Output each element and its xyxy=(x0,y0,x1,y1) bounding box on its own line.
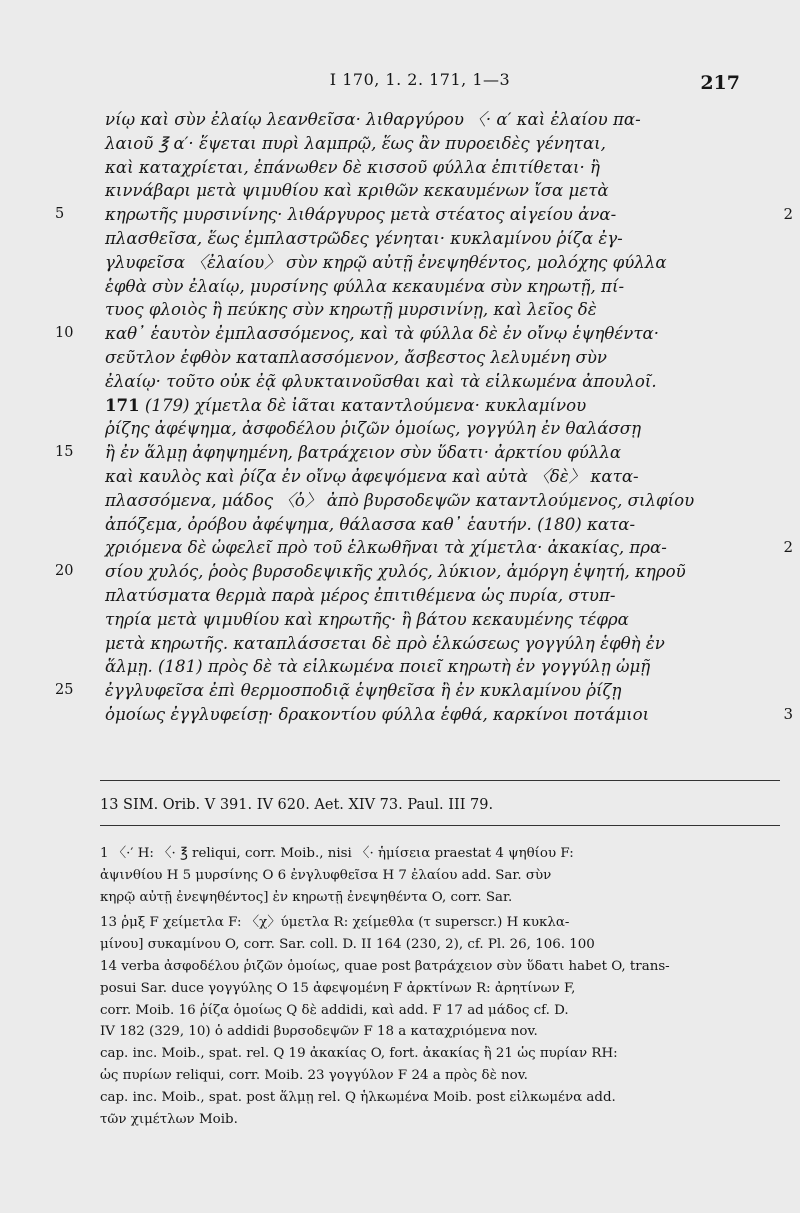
text-line xyxy=(85,536,793,560)
divider-rule xyxy=(100,825,780,826)
running-head: I 170, 1. 2. 171, 1—3 xyxy=(329,70,511,89)
line-content: ἀπόζεμα, ὀρόβου ἀφέψημα, θάλασσα καθ᾽ ἑαυτήν. (180) κατα- xyxy=(105,514,636,534)
line-text xyxy=(105,108,641,132)
main-text xyxy=(55,108,793,727)
line-text xyxy=(105,608,629,632)
line-content: καὶ καταχρίεται, ἐπάνωθεν δὲ κισσοῦ φύλλα ἐπιτίθεται· ἢ xyxy=(105,157,600,177)
text-line xyxy=(85,655,785,679)
page-header xyxy=(100,70,740,94)
testimonia: 13 SIM. Orib. V 391. IV 620. Aet. XIV 73. Paul. III 79. xyxy=(100,797,494,813)
text-line xyxy=(85,632,785,656)
apparatus-line: κηρῷ αὐτῇ ἐνεψηθέντος] ἐν κηρωτῇ ἐνεψηθέντα O, corr. Sar. xyxy=(100,889,513,905)
line-number: 5 xyxy=(55,206,65,223)
text-line xyxy=(85,370,785,394)
line-text xyxy=(105,417,641,441)
text-line xyxy=(55,560,785,584)
apparatus-line: corr. Moib. 16 ῥίζα ὁμοίως Q δὲ addidi, καὶ add. F 17 ad μάδος cf. D. xyxy=(100,1002,569,1018)
apparatus-line: cap. inc. Moib., spat. post ἅλμῃ rel. Q ἡλκωμένα Moib. post εἱλκωμένα add. xyxy=(100,1089,616,1105)
line-content: γλυφεῖσα 〈ἐλαίου〉 σὺν κηρῷ αὐτῇ ἐνεψηθέντος, μολόχης φύλλα xyxy=(105,252,667,272)
line-content: ἢ ἐν ἅλμῃ ἀφηψημένη, βατράχειον σὺν ὕδατι· ἀρκτίου φύλλα xyxy=(105,443,622,463)
apparatus-line: 14 verba ἀσφοδέλου ῥιζῶν ὁμοίως, quae post βατράχειον σὺν ὕδατι habet O, trans- xyxy=(100,958,670,974)
critical-apparatus xyxy=(100,843,790,1130)
line-text xyxy=(105,132,606,156)
line-text xyxy=(105,203,616,227)
line-number: 25 xyxy=(55,682,74,699)
chapter-number: 171 xyxy=(105,394,140,415)
text-line xyxy=(55,203,793,227)
line-text xyxy=(105,584,616,608)
line-number: 15 xyxy=(55,444,74,461)
divider-rule xyxy=(100,780,780,781)
apparatus-line: posui Sar. duce γογγύλης O 15 ἀφεψομένη F ἀρκτίνων R: ἀρητίνων F, xyxy=(100,980,576,996)
line-text xyxy=(105,346,607,370)
line-content: σίου χυλός, ῥοὸς βυρσοδεψικῆς χυλός, λύκιον, ἀμόργη ἑψητή, κηροῦ xyxy=(105,562,686,582)
text-line xyxy=(85,179,785,203)
text-line xyxy=(85,417,785,441)
text-line xyxy=(55,441,785,465)
text-line xyxy=(85,108,785,132)
line-content: τηρία μετὰ ψιμυθίου καὶ κηρωτῆς· ἢ βάτου κεκαυμένης τέφρα xyxy=(105,609,629,629)
line-text xyxy=(105,441,621,465)
text-line xyxy=(85,513,785,537)
apparatus-line: ὡς πυρίων reliqui, corr. Moib. 23 γογγύλον F 24 a πρὸς δὲ nov. xyxy=(100,1067,528,1083)
line-text xyxy=(105,679,621,703)
text-line xyxy=(85,275,785,299)
line-text xyxy=(105,632,665,656)
text-line xyxy=(55,322,785,346)
page-number: 217 xyxy=(700,72,740,94)
line-text xyxy=(105,251,667,275)
line-content: χριόμενα δὲ ὠφελεῖ πρὸ τοῦ ἑλκωθῆναι τὰ χίμετλα· ἀκακίας, πρα- xyxy=(105,538,667,558)
line-text xyxy=(105,322,659,346)
line-content: ῥίζης ἀφέψημα, ἀσφοδέλου ῥιζῶν ὁμοίως, γογγύλη ἐν θαλάσσῃ xyxy=(105,419,642,439)
line-content: λαιοῦ ℥ α′· ἕψεται πυρὶ λαμπρῷ, ἕως ἂν πυροειδὲς γένηται, xyxy=(105,133,606,153)
margin-section-number: 2 xyxy=(783,538,793,557)
line-text xyxy=(105,703,649,727)
text-line xyxy=(85,489,785,513)
line-text xyxy=(105,298,597,322)
line-text xyxy=(105,275,624,299)
line-content: ἅλμῃ. (181) πρὸς δὲ τὰ εἱλκωμένα ποιεῖ κηρωτὴ ἐν γογγύλῃ ὠμῇ xyxy=(105,657,651,677)
text-line xyxy=(85,156,785,180)
margin-section-number: 3 xyxy=(783,704,793,723)
line-text xyxy=(105,536,667,560)
text-line xyxy=(85,608,785,632)
text-line xyxy=(85,251,785,275)
line-content: καὶ καυλὸς καὶ ῥίζα ἐν οἴνῳ ἀφεψόμενα καὶ αὐτὰ 〈δὲ〉 κατα- xyxy=(105,466,639,486)
text-line xyxy=(85,227,785,251)
line-text xyxy=(105,560,686,584)
apparatus-line: ἀψινθίου H 5 μυρσίνης O 6 ἐνγλυφθεῖσα H 7 ἐλαίου add. Sar. σὺν xyxy=(100,867,552,883)
line-text xyxy=(105,156,600,180)
line-content: ἐγγλυφεῖσα ἐπὶ θερμοσποδιᾷ ἑψηθεῖσα ἢ ἐν κυκλαμίνου ῥίζῃ xyxy=(105,681,622,701)
apparatus-line: IV 182 (329, 10) ὁ addidi βυρσοδεψῶν F 18 a καταχριόμενα nov. xyxy=(100,1024,538,1040)
apparatus-line: τῶν χιμέτλων Moib. xyxy=(100,1111,238,1127)
line-content: καθ᾽ ἑαυτὸν ἐμπλασσόμενος, καὶ τὰ φύλλα δὲ ἐν οἴνῳ ἑψηθέντα· xyxy=(105,324,660,344)
line-text xyxy=(105,227,623,251)
line-content: πλασθεῖσα, ἕως ἐμπλαστρῶδες γένηται· κυκλαμίνου ῥίζα ἐγ- xyxy=(105,228,623,248)
line-text xyxy=(105,179,609,203)
text-line xyxy=(85,703,793,727)
text-line xyxy=(85,584,785,608)
text-line xyxy=(85,132,785,156)
line-content: κηρωτῆς μυρσινίνης· λιθάργυρος μετὰ στέατος αἰγείου ἀνα- xyxy=(105,205,617,225)
line-content: τυος φλοιὸς ἢ πεύκης σὺν κηρωτῇ μυρσινίνῃ, καὶ λεῖος δὲ xyxy=(105,300,597,320)
line-text xyxy=(105,489,694,513)
text-line xyxy=(85,465,785,489)
line-content: κιννάβαρι μετὰ ψιμυθίου καὶ κριθῶν κεκαυμένων ἴσα μετὰ xyxy=(105,181,609,201)
line-number: 20 xyxy=(55,563,74,580)
text-line xyxy=(85,394,785,418)
line-text xyxy=(105,370,657,394)
margin-section-number: 2 xyxy=(783,205,793,224)
line-number: 10 xyxy=(55,325,74,342)
line-text xyxy=(105,465,639,489)
line-text xyxy=(105,655,650,679)
line-content: νίῳ καὶ σὺν ἐλαίῳ λεανθεῖσα· λιθαργύρου 〈· α′ καὶ ἐλαίου πα- xyxy=(105,110,641,129)
line-content: (179) χίμετλα δὲ ἰᾶται καταντλούμενα· κυκλαμίνου xyxy=(139,395,587,415)
line-content: μετὰ κηρωτῆς. καταπλάσσεται δὲ πρὸ ἑλκώσεως γογγύλη ἑφθὴ ἐν xyxy=(105,633,665,653)
line-content: πλατύσματα θερμὰ παρὰ μέρος ἐπιτιθέμενα ὡς πυρία, στυπ- xyxy=(105,585,616,605)
text-line xyxy=(85,346,785,370)
text-line xyxy=(85,298,785,322)
apparatus-line: 1 〈·′ H: 〈· ℥ reliqui, corr. Moib., nisi 〈· ἡμίσεια praestat 4 ψηθίου F: xyxy=(100,846,574,861)
apparatus-line: cap. inc. Moib., spat. rel. Q 19 ἀκακίας O, fort. ἀκακίας ἢ 21 ὡς πυρίαν RH: xyxy=(100,1046,618,1062)
line-content: πλασσόμενα, μάδος 〈ὁ〉 ἀπὸ βυρσοδεψῶν καταντλούμενος, σιλφίου xyxy=(105,490,695,510)
line-content: σεῦτλον ἑφθὸν καταπλασσόμενον, ἄσβεστος λελυμένη σὺν xyxy=(105,347,608,367)
line-content: ἐλαίῳ· τοῦτο οὐκ ἐᾷ φλυκταινοῦσθαι καὶ τὰ εἱλκωμένα ἀπουλοῖ. xyxy=(105,371,657,391)
apparatus-line: μίνου] συκαμίνου O, corr. Sar. coll. D. II 164 (230, 2), cf. Pl. 26, 106. 100 xyxy=(100,937,595,953)
line-text xyxy=(105,394,586,418)
apparatus-line: 13 ῥμξ F χείμετλα F: 〈χ〉ύμετλα R: χείμεθλα (τ superscr.) H κυκλα- xyxy=(100,915,570,931)
line-content: ὁμοίως ἐγγλυφείσῃ· δρακοντίου φύλλα ἑφθά, καρκίνοι ποτάμιοι xyxy=(105,704,650,724)
line-text xyxy=(105,513,635,537)
text-line xyxy=(55,679,785,703)
line-content: ἑφθὰ σὺν ἐλαίῳ, μυρσίνης φύλλα κεκαυμένα σὺν κηρωτῇ, πί- xyxy=(105,276,625,296)
